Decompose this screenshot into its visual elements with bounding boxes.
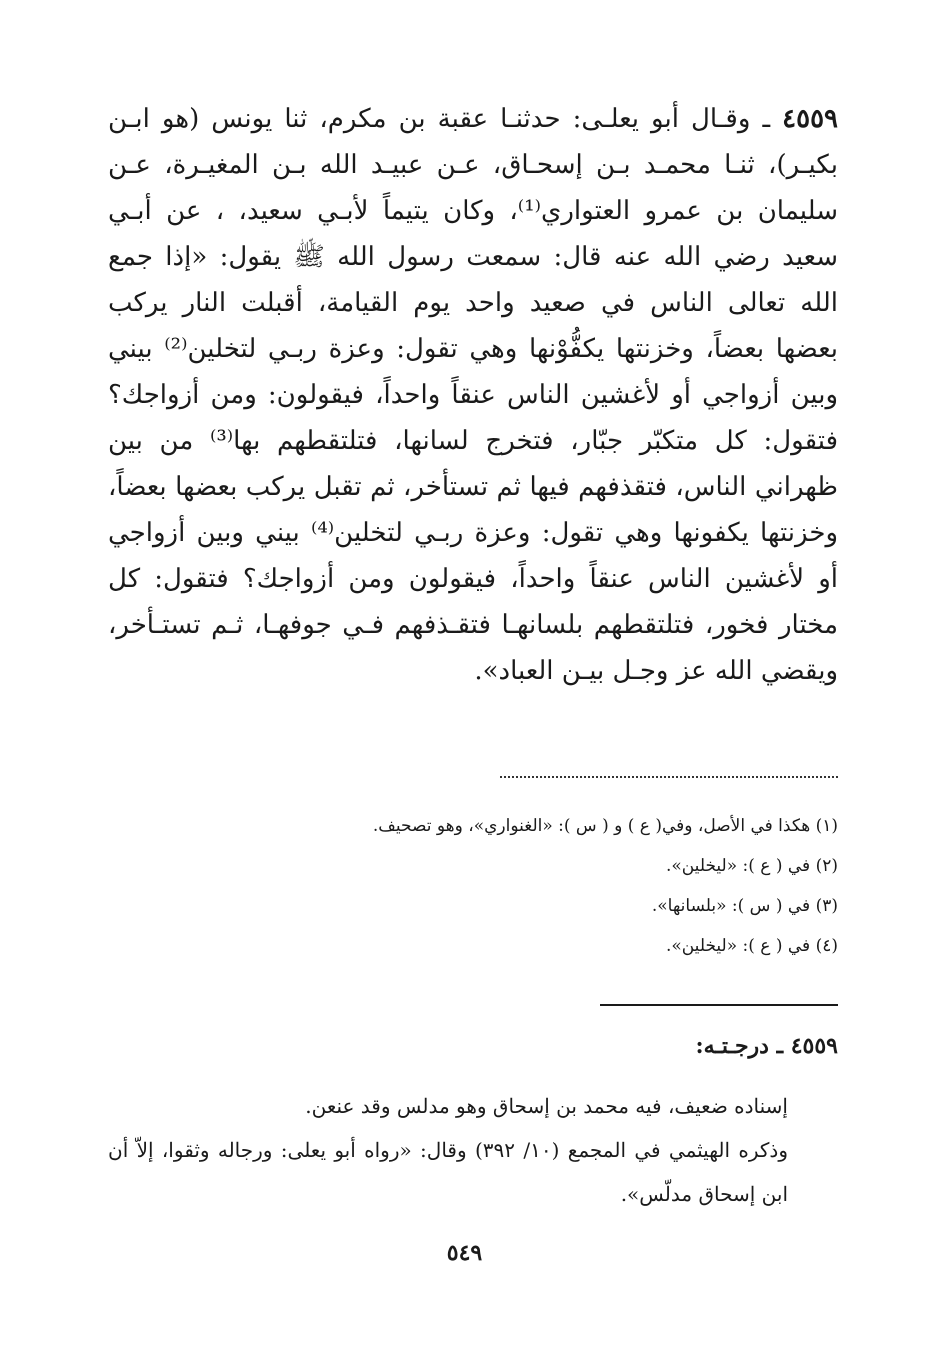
footnote-4: (٤) في ( ع ): «ليخلين». — [665, 936, 838, 956]
footnotes — [108, 806, 838, 966]
page-number: ٥٤٩ — [446, 1240, 483, 1266]
hadith-body: ـ وقـال أبو يعلـى: حدثنـا عقبة بن مكرم، ثنا يونس (هو ابـن بكيـر)، ثنـا محمـد بـن إسحـاق، عـن عبيـد الله بـن المغيـرة، عـن سليمان بن عمرو العتواري⁽¹⁾، وكان يتيماً لأبـي سعيد، ، عن أبـي سعيد رضي الله عنه قال: سمعت رسول الله ﷺ يقول: «إذا جمع الله تعالى الناس في صعيد واحد يوم القيامة، أقبلت النار يركب بعضها بعضاً، وخزنتها يكفُّوْنها وهي تقول: وعزة ربـي لتخلين⁽²⁾ بيني وبين أزواجي أو لأغشين الناس عنقاً واحداً، فيقولون: ومن أزواجك؟ فتقول: كل متكبّر جبّار، فتخرج لسانها، فتلتقطهم بها⁽³⁾ من بين ظهراني الناس، فتقذفهم فيها ثم تستأخر، ثم تقبل يركب بعضها بعضاً، وخزنتها يكفونها وهي تقول: وعزة ربـي لتخلين⁽⁴⁾ بيني وبين أزواجي أو لأغشين الناس عنقاً واحداً، فيقولون ومن أزواجك؟ فتقول: كل مختار فخور، فتلتقطهم بلسانهـا فتقـذفهم فـي جوفهـا، ثـم تستـأخر، ويقضي الله عز وجـل بيـن العباد». — [108, 104, 839, 686]
footnote-1: (١) هكذا في الأصل، وفي( ع ) و ( س ): «الغنواري»، وهو تصحيف. — [372, 816, 838, 836]
grade-line-2: وذكره الهيثمي في المجمع (١٠/ ٣٩٢) وقال: «رواه أبو يعلى: ورجاله وثقوا، إلاّ أن ابن إسحاق مدلّس». — [108, 1138, 788, 1206]
hadith-text — [108, 96, 838, 694]
grade-text — [108, 1084, 838, 1216]
hadith-number: ٤٥٥٩ — [782, 104, 839, 134]
grade-line-1: إسناده ضعيف، فيه محمد بن إسحاق وهو مدلس وقد عنعن. — [305, 1094, 788, 1118]
footnote-3: (٣) في ( س ): «بلسانها». — [651, 896, 838, 916]
section-divider — [600, 1004, 838, 1006]
footnote-separator — [500, 776, 838, 778]
footnote-2: (٢) في ( ع ): «ليخلين». — [665, 856, 838, 876]
grade-heading: ٤٥٥٩ ـ درجـتـه: — [695, 1033, 838, 1059]
